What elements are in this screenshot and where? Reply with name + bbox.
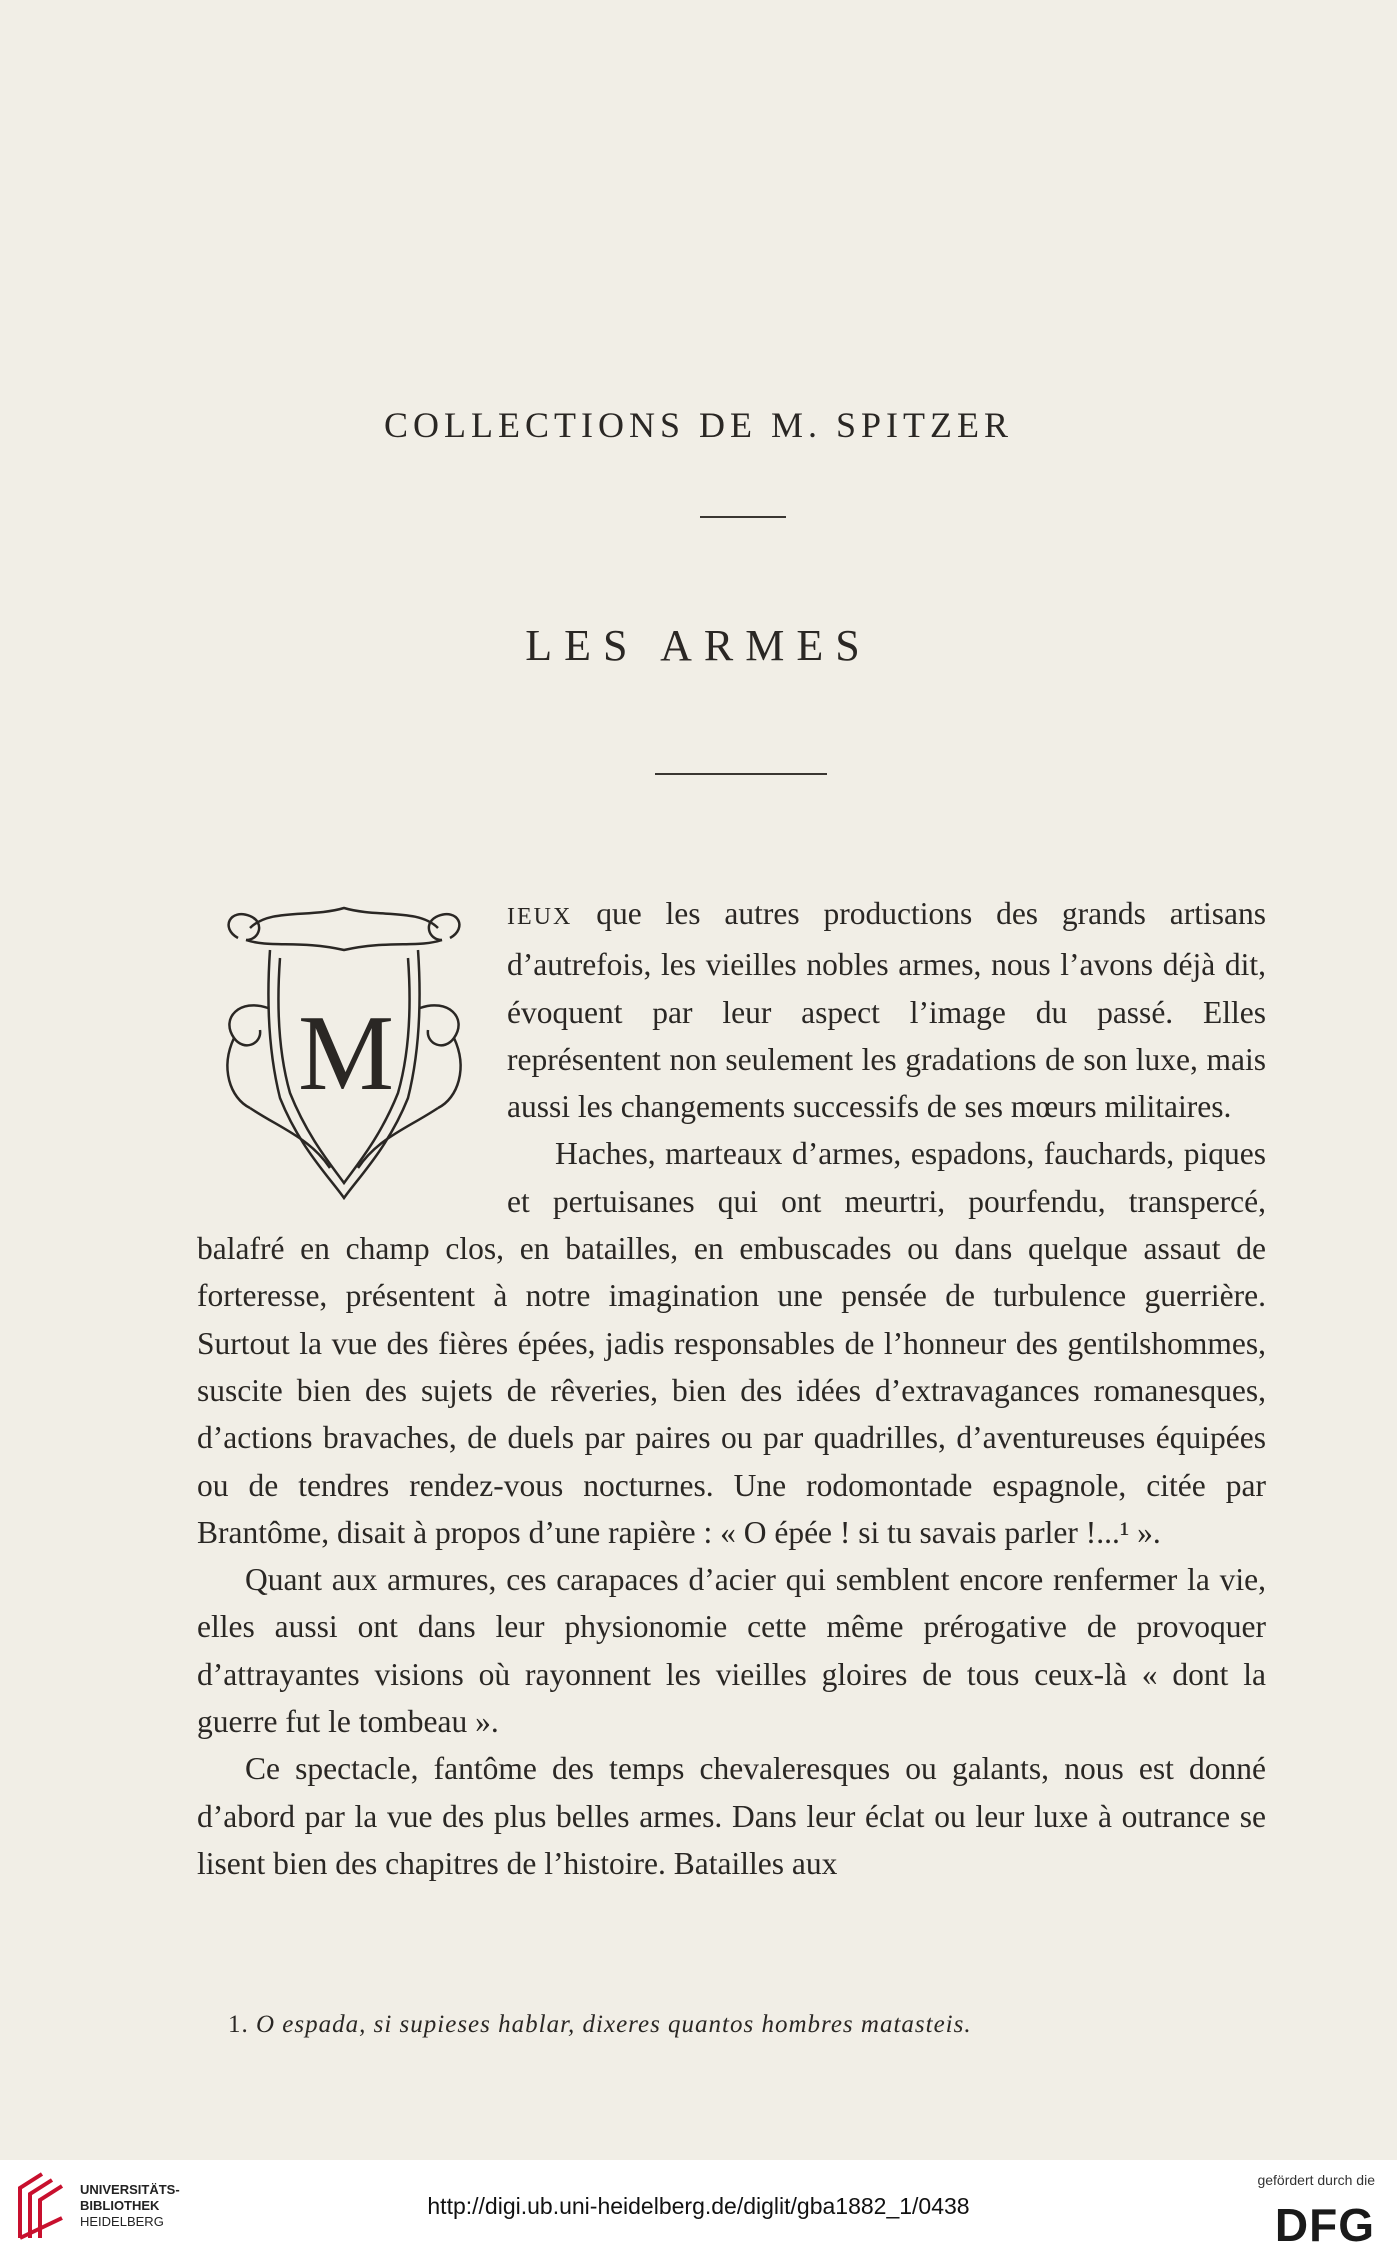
library-line-1: UNIVERSITÄTS- — [80, 2182, 180, 2197]
footnote-text: O espada, si supieses hablar, dixeres quantos hombres matasteis. — [256, 2011, 972, 2038]
paragraph-1 — [197, 890, 1266, 1130]
paragraph-4: Ce spectacle, fantôme des temps chevaleresques ou galants, nous est donné d’abord par la vue des plus belles armes. Dans leur éclat ou leur luxe à outrance se lisent bien des chapitres de l’histoire. Batailles aux — [197, 1751, 1266, 1881]
running-header: COLLECTIONS DE M. SPITZER — [384, 405, 1013, 445]
funding-label: gefördert durch die — [1257, 2172, 1375, 2188]
library-line-2: BIBLIOTHEK — [80, 2198, 160, 2213]
header-divider — [700, 516, 786, 518]
paragraph-2: Haches, marteaux d’armes, espadons, fauchards, piques et pertuisanes qui ont meurtri, pourfendu, transpercé, balafré en champ clos, en batailles, en embuscades ou dans quelque assaut de forteresse, présentent à notre imagination une pensée de turbulence guerrière. Surtout la vue des fières épées, jadis responsables de l’honneur des gentilshommes, suscite bien des sujets de rêveries, bien des idées d’extravagances romanesques, d’actions bravaches, de duels par paires ou par quadrilles, d’aventureuses équipées ou de tendres rendez-vous nocturnes. Une rodomontade espagnole, citée par Brantôme, disait à propos d’une rapière : « O épée ! si tu savais parler !...¹ ». — [197, 1136, 1266, 1550]
paragraph-1-text: que les autres productions des grands artisans d’autrefois, les vieilles nobles armes, nous l’avons déjà dit, évoquent par leur aspect l’image du passé. Elles représentent non seulement les gradations de son luxe, mais aussi les changements successifs de ses mœurs militaires. — [507, 896, 1266, 1125]
first-word: IEUX — [507, 904, 573, 930]
library-line-3: HEIDELBERG — [80, 2214, 164, 2229]
permalink-url[interactable]: http://digi.ub.uni-heidelberg.de/diglit/gba1882_1/0438 — [427, 2193, 970, 2219]
drop-cap-letter: M — [297, 994, 395, 1113]
title-divider — [655, 773, 827, 775]
digitization-footer — [0, 2160, 1397, 2261]
footnote — [228, 2011, 1268, 2039]
dfg-logo: DFG — [1274, 2199, 1375, 2251]
footnote-number: 1. — [228, 2011, 249, 2038]
article-body — [197, 890, 1266, 1887]
paragraph-3: Quant aux armures, ces carapaces d’acier qui semblent encore renfermer la vie, elles aussi ont dans leur physionomie cette même prérogative de provoquer d’attrayantes visions où rayonnent les vieilles gloires de tous ceux-là « dont la guerre fut le tombeau ». — [197, 1562, 1266, 1740]
chapter-title: LES ARMES — [525, 621, 872, 670]
